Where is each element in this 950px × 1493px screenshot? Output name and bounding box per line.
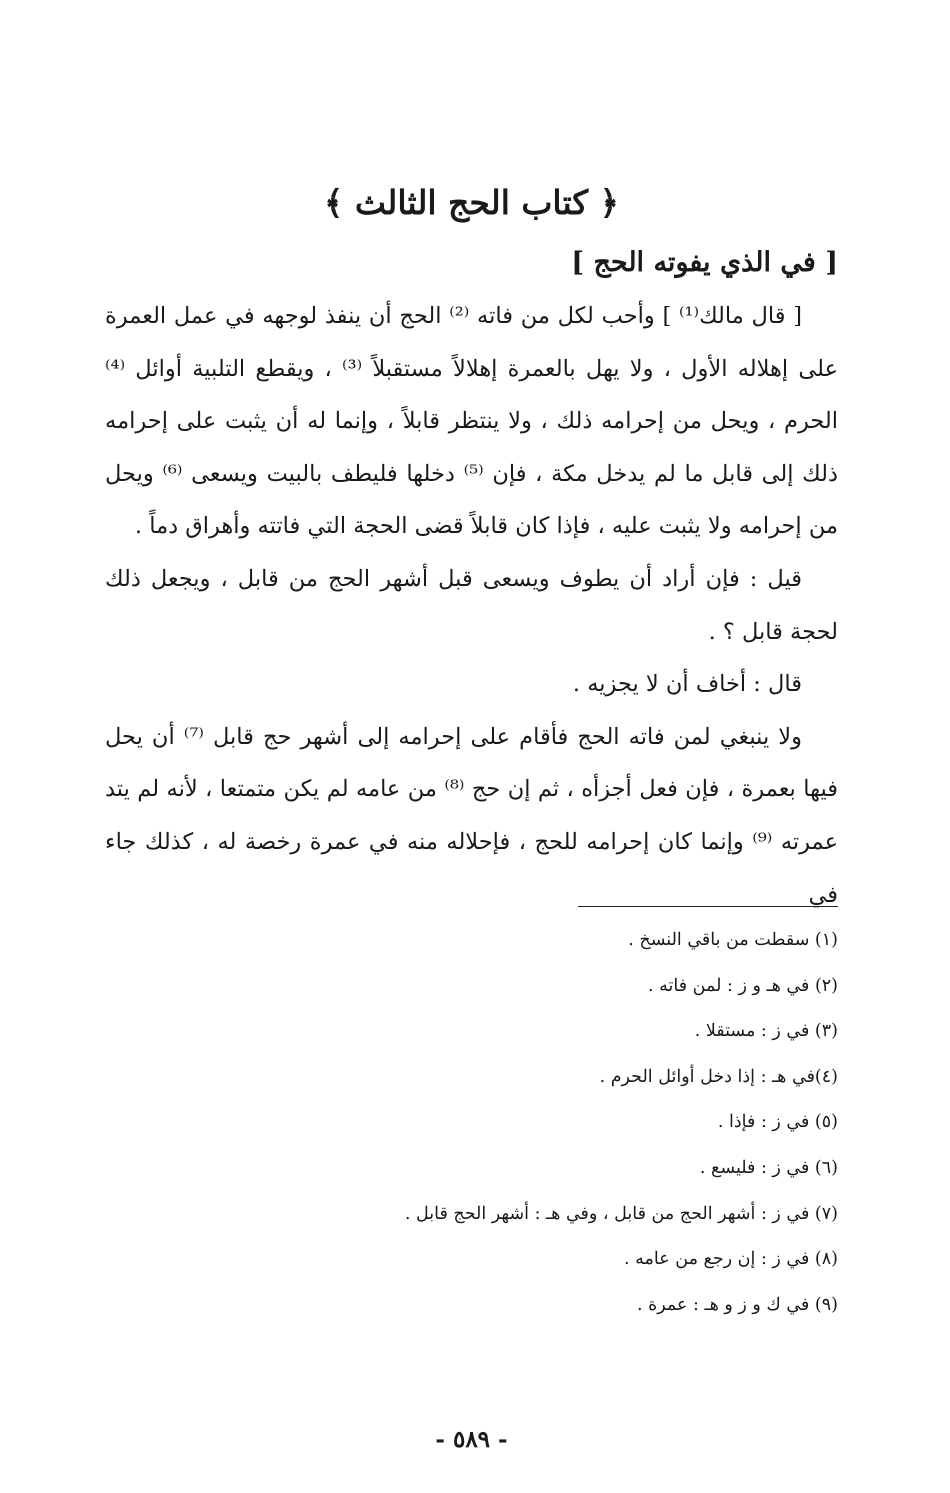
paragraph-2: قيل : فإن أراد أن يطوف ويسعى قبل أشهر الحج من قابل ، ويجعل ذلك لحجة قابل ؟ . <box>105 565 838 645</box>
footnotes-list <box>105 918 838 1328</box>
footnote-6: (٦) في ز : فليسع . <box>699 1157 838 1178</box>
footnote-9: (٩) في ك و ز و هـ : عمرة . <box>636 1294 838 1315</box>
footnote-divider <box>578 906 838 907</box>
body-text <box>105 290 838 921</box>
footnote-1: (١) سقطت من باقي النسخ . <box>628 930 838 950</box>
paragraph-1: [ قال مالك⁽¹⁾ ] وأحب لكل من فاته ⁽²⁾ الحج أن ينفذ لوجهه في عمل العمرة على إهلاله الأول ، ولا يهل بالعمرة إهلالاً مستقبلاً ⁽³⁾ ، ويقطع التلبية أوائل ⁽⁴⁾ الحرم ، ويحل من إحرامه ذلك ، ولا ينتظر قابلاً ، وإنما له أن يثبت على إحرامه ذلك إلى قابل ما لم يدخل مكة ، فإن ⁽⁵⁾ دخلها فليطف بالبيت ويسعى ⁽⁶⁾ ويحل من إحرامه ولا يثبت عليه ، فإذا كان قابلاً قضى الحجة التي فاتته وأهراق دماً . <box>105 303 838 540</box>
paragraph-4: ولا ينبغي لمن فاته الحج فأقام على إحرامه إلى أشهر حج قابل ⁽⁷⁾ أن يحل فيها بعمرة ، فإن فعل أجزأه ، ثم إن حج ⁽⁸⁾ من عامه لم يكن متمتعا ، لأنه لم يتد عمرته ⁽⁹⁾ وإنما كان إحرامه للحج ، فإحلاله منه في عمرة رخصة له ، كذلك جاء في <box>105 723 839 908</box>
paragraph-3: قال : أخاف أن لا يجزيه . <box>572 671 802 698</box>
footnote-5: (٥) في ز : فإذا . <box>717 1112 838 1133</box>
footnote-2: (٢) في هـ و ز : لمن فاته . <box>648 975 838 996</box>
footnote-3: (٣) في ز : مستقلا . <box>694 1021 838 1042</box>
page-number: - ٥٨٩ - <box>435 1426 508 1453</box>
chapter-title: [ في الذي يفوته الحج ] <box>571 247 838 278</box>
book-title: ﴿ كتاب الحج الثالث ﴾ <box>324 183 619 222</box>
footnote-7: (٧) في ز : أشهر الحج من قابل ، وفي هـ : أشهر الحج قابل . <box>404 1203 838 1224</box>
book-page <box>105 0 838 1493</box>
footnote-4: (٤)في هـ : إذا دخل أوائل الحرم . <box>599 1066 838 1087</box>
footnote-8: (٨) في ز : إن رجع من عامه . <box>624 1249 838 1270</box>
